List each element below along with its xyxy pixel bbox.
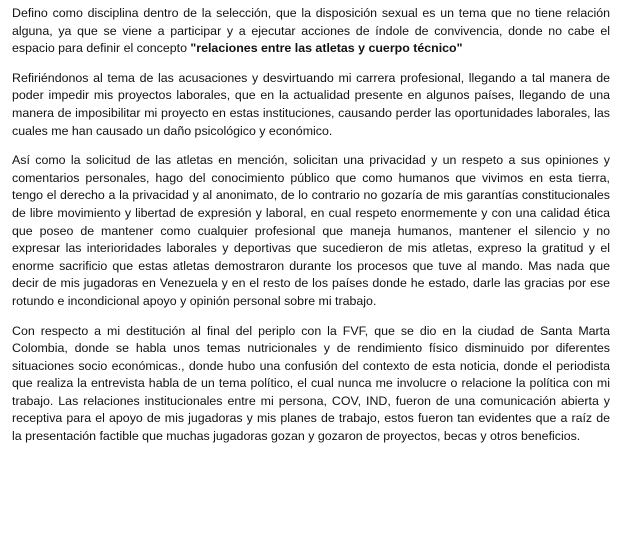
paragraph-3	[12, 152, 610, 310]
paragraph-4-text: Con respecto a mi destitución al final del periplo con la FVF, que se dio en la ciudad de Santa Marta Colombia, donde se habla unos temas nutricionales y de rendimiento físico disminuido por diferentes situaciones socio económicas., donde hubo una confusión del contexto de esta noticia, donde el periodista que realiza la entrevista habla de un tema político, el cual nunca me involucre o relacione la política con mi trabajo. Las relaciones institucionales entre mi persona, COV, IND, fueron de una comunicación abierta y receptiva para el apoyo de mis jugadoras y mis planes de trabajo, estos fueron tan evidentes que a raíz de la presentación factible que muchas jugadoras gozan y gozaron de proyectos, becas y otros beneficios.	[12, 323, 610, 444]
paragraph-1-text: Defino como disciplina dentro de la selección, que la disposición sexual es un tema que no tiene relación alguna, ya que se viene a participar y a ejecutar acciones de índole de convivencia, donde no cabe el espacio para definir el concepto	[12, 6, 610, 56]
paragraph-1-bold-concept: "relaciones entre las atletas y cuerpo técnico"	[190, 41, 463, 56]
document-body	[12, 5, 610, 458]
paragraph-1	[12, 5, 610, 58]
paragraph-4	[12, 323, 610, 446]
paragraph-3-text: Así como la solicitud de las atletas en mención, solicitan una privacidad y un respeto a sus opiniones y comentarios personales, hago del conocimiento público que como humanos que vivimos en esta tierra, tengo el derecho a la privacidad y al anonimato, de lo contrario no gozaría de mis garantías constitucionales de libre movimiento y libertad de expresión y laboral, en cual respeto enormemente y con una calidad ética que poseo de mantener como cualquier profesional que maneja humanos, mantener el silencio y no expresar las interioridades laborales y deportivas que sucedieron de mis atletas, expreso la gratitud y el enorme sacrificio que estas atletas demostraron durante los procesos que tuve al mando. Mas nada que decir de mis jugadoras en Venezuela y en el resto de los países donde he estado, darle las gracias por ese rotundo e incondicional apoyo y opinión personal sobre mi trabajo.	[12, 153, 610, 308]
paragraph-2	[12, 70, 610, 140]
paragraph-2-text: Refiriéndonos al tema de las acusaciones y desvirtuando mi carrera profesional, llegando a tal manera de poder impedir mis proyectos laborales, que en la actualidad presente en algunos países, llegando de una manera de imposibilitar mi proyecto en estas instituciones, causando perder las oportunidades laborales, las cuales me han causado un daño psicológico y económico.	[12, 70, 610, 138]
